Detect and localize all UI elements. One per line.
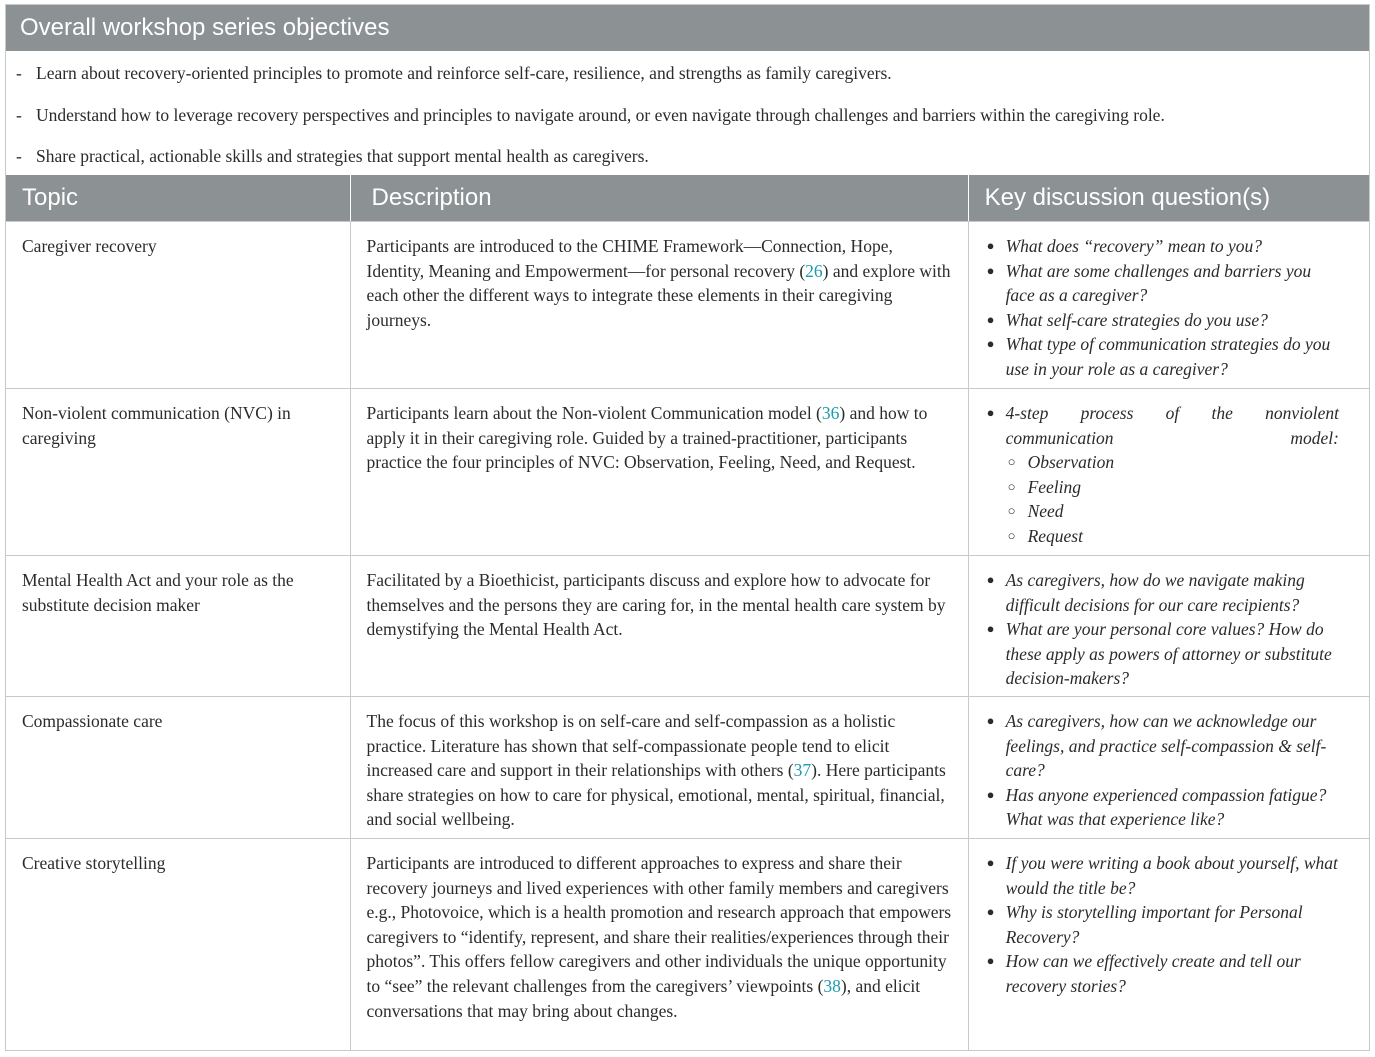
sub-item: ○ Need [1006,499,1339,524]
topic-cell: Compassionate care [6,697,351,838]
table-header [6,175,1369,221]
citation-link[interactable]: 38 [823,975,841,996]
sub-item: ○ Request [1006,524,1339,549]
sub-list [1006,450,1339,548]
topic-cell: Mental Health Act and your role as the substitute decision maker [6,556,351,696]
question-item: ● What are your personal core values? How do these apply as powers of attorney or substitute decision-makers? [987,617,1339,691]
questions-cell [969,222,1369,388]
objectives-title: Overall workshop series objectives [6,5,1369,51]
question-item: ● What type of communication strategies do you use in your role as a caregiver? [987,332,1339,381]
question-item: ● If you were writing a book about yourself, what would the title be? [987,851,1339,900]
question-item: ● How can we effectively create and tell our recovery stories? [987,949,1339,998]
question-item: ● Why is storytelling important for Personal Recovery? [987,900,1339,949]
citation-link[interactable]: 26 [805,260,823,281]
table-row [6,388,1369,555]
objective-item: - Understand how to leverage recovery perspectives and principles to navigate around, or even navigate through challenges and barriers within the caregiving role. [16,104,1165,125]
table-row [6,221,1369,388]
topic-cell: Caregiver recovery [6,222,351,388]
question-item: ● What are some challenges and barriers you face as a caregiver? [987,259,1339,308]
header-questions: Key discussion question(s) [984,184,1271,211]
citation-link[interactable]: 36 [821,403,840,423]
topic-cell: Non-violent communication (NVC) in caregiving [6,389,351,555]
table-row [6,696,1369,838]
description-cell: Facilitated by a Bioethicist, participants discuss and explore how to advocate for themselves and the persons they are caring for, in the mental health care system by demystifying the Mental Health Act. [351,556,969,696]
description-cell: Participants are introduced to the CHIME Framework—Connection, Hope, Identity, Meaning and Empowerment—for personal recovery (26) and explore with each other the different ways to integrate these elements in their caregiving journeys. [351,222,969,388]
question-item: ● What self-care strategies do you use? [987,308,1339,333]
header-topic: Topic [6,175,351,221]
questions-cell [969,697,1369,838]
description-cell: The focus of this workshop is on self-care and self-compassion as a holistic practice. Literature has shown that self-compassionate people tend to elicit increased care and support in their relationships with others (37). Here participants share strategies on how to care for physical, emotional, mental, spiritual, financial, and social wellbeing. [351,697,969,838]
questions-cell [969,839,1369,1051]
questions-cell [969,556,1369,696]
questions-cell [969,389,1369,555]
topic-cell: Creative storytelling [6,839,351,1051]
question-item: ● As caregivers, how can we acknowledge our feelings, and practice self-compassion & self-care? [987,709,1339,783]
question-item: ● Has anyone experienced compassion fatigue? What was that experience like? [987,783,1339,832]
description-cell: Participants learn about the Non-violent Communication model (36) and how to apply it in their caregiving role. Guided by a trained-practitioner, participants practice the four principles of NVC: Observation, Feeling, Need, and Request. [351,389,969,555]
objectives-list [6,51,1369,175]
workshop-table [5,4,1370,1051]
question-item: ● As caregivers, how do we navigate making difficult decisions for our care recipients? [987,568,1339,617]
objective-item: - Share practical, actionable skills and strategies that support mental health as caregivers. [16,146,649,166]
question-item: ● 4-step process of the nonviolent communication model: ○ Observation ○ Feeling ○ Need ○ Request [987,401,1339,549]
table-row [6,555,1369,696]
citation-link[interactable]: 37 [793,760,812,781]
sub-item: ○ Observation [1006,450,1339,475]
header-description: Description [351,175,969,221]
description-cell: Participants are introduced to different approaches to express and share their recovery journeys and lived experiences with other family members and caregivers e.g., Photovoice, which is a health promotion and research approach that empowers caregivers to “identify, represent, and share their realities/experiences through their photos”. This offers fellow caregivers and other individuals the unique opportunity to “see” the relevant challenges from the caregivers’ viewpoints (38), and elicit conversations that may bring about changes. [351,839,969,1051]
table-row [6,838,1369,1051]
objective-item: - Learn about recovery-oriented principles to promote and reinforce self-care, resilience, and strengths as family caregivers. [16,63,892,83]
sub-item: ○ Feeling [1006,475,1339,500]
question-item: ● What does “recovery” mean to you? [987,234,1339,259]
